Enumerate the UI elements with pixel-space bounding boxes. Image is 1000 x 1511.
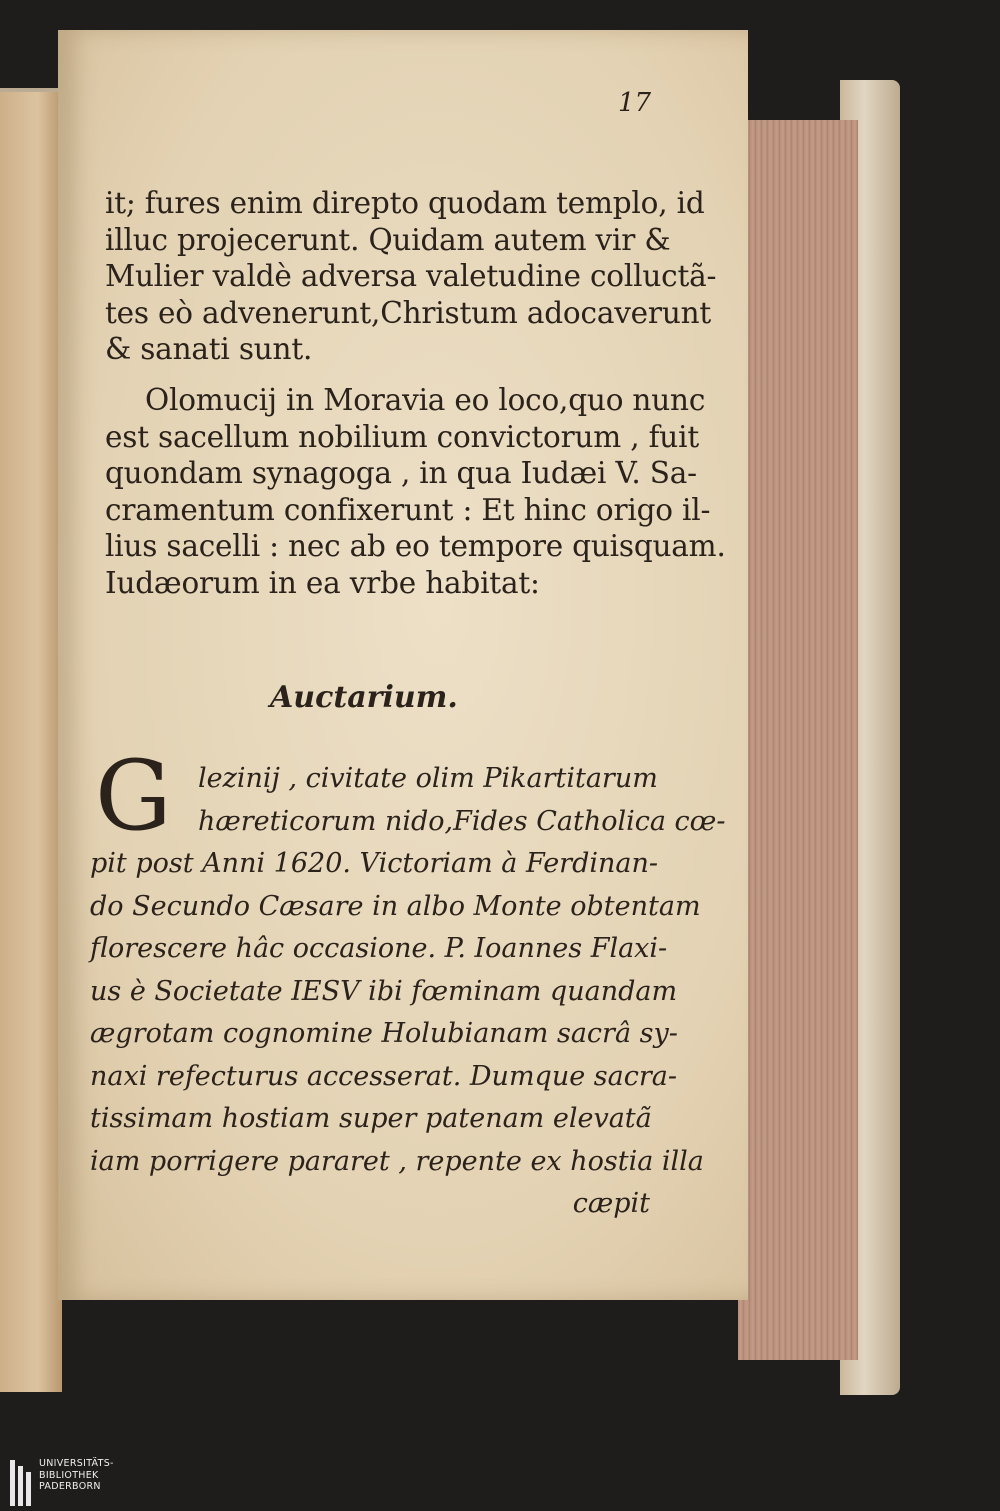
catchword: cæpit <box>572 1188 650 1219</box>
text-line: lius sacelli : nec ab eo tempore quisquam. <box>105 529 726 563</box>
page-edges <box>738 120 858 1360</box>
text-line: ægrotam cognomine Holubianam sacrâ sy- <box>90 1018 678 1049</box>
drop-cap-initial: G <box>95 740 172 852</box>
text-line: Olomucij in Moravia eo loco,quo nunc <box>145 383 706 417</box>
text-line: florescere hâc occasione. P. Ioannes Flaxi- <box>90 933 668 964</box>
text-line: & sanati sunt. <box>105 332 313 366</box>
library-logo-icon <box>10 1458 31 1506</box>
paragraph-1 <box>105 185 717 368</box>
text-line: do Secundo Cæsare in albo Monte obtentam <box>90 890 701 922</box>
text-line: it; fures enim direpto quodam templo, id <box>105 186 705 220</box>
text-line: Iudæorum in ea vrbe habitat: <box>105 565 540 600</box>
section-heading: Auctarium. <box>270 680 458 715</box>
text-line: naxi refecturus accesserat. Dumque sacra- <box>90 1060 677 1092</box>
library-logo <box>10 1458 210 1508</box>
logo-line: BIBLIOTHEK <box>39 1469 99 1481</box>
text-line: iam porrigere pararet , repente ex hostia illa <box>90 1145 704 1177</box>
text-line: Mulier valdè adversa valetudine colluctã- <box>105 259 717 293</box>
text-line: est sacellum nobilium convictorum , fuit <box>105 419 699 454</box>
text-line: pit post Anni 1620. Victoriam à Ferdinan- <box>90 848 659 879</box>
page-number: 17 <box>618 88 652 118</box>
text-line: illuc projecerunt. Quidam autem vir & <box>105 222 671 257</box>
text-line: cramentum confixerunt : Et hinc origo il- <box>105 492 711 527</box>
text-line: quondam synagoga , in qua Iudæi V. Sa- <box>105 456 697 490</box>
logo-line: UNIVERSITÄTS- <box>39 1458 114 1469</box>
library-logo-text <box>39 1458 114 1493</box>
left-page-edge <box>0 92 62 1392</box>
paragraph-2 <box>105 382 726 601</box>
text-line: lezinij , civitate olim Pikartitarum <box>198 763 658 794</box>
text-line: us è Societate IESV ibi fœminam quandam <box>90 975 678 1007</box>
logo-line: PADERBORN <box>39 1481 101 1492</box>
paragraph-3 <box>90 758 726 1226</box>
text-line: tissimam hostiam super patenam elevatã <box>90 1103 652 1134</box>
text-line: hæreticorum nido,Fides Catholica cœ- <box>198 805 726 837</box>
text-line: tes eò advenerunt,Christum adocaverunt <box>105 295 712 330</box>
